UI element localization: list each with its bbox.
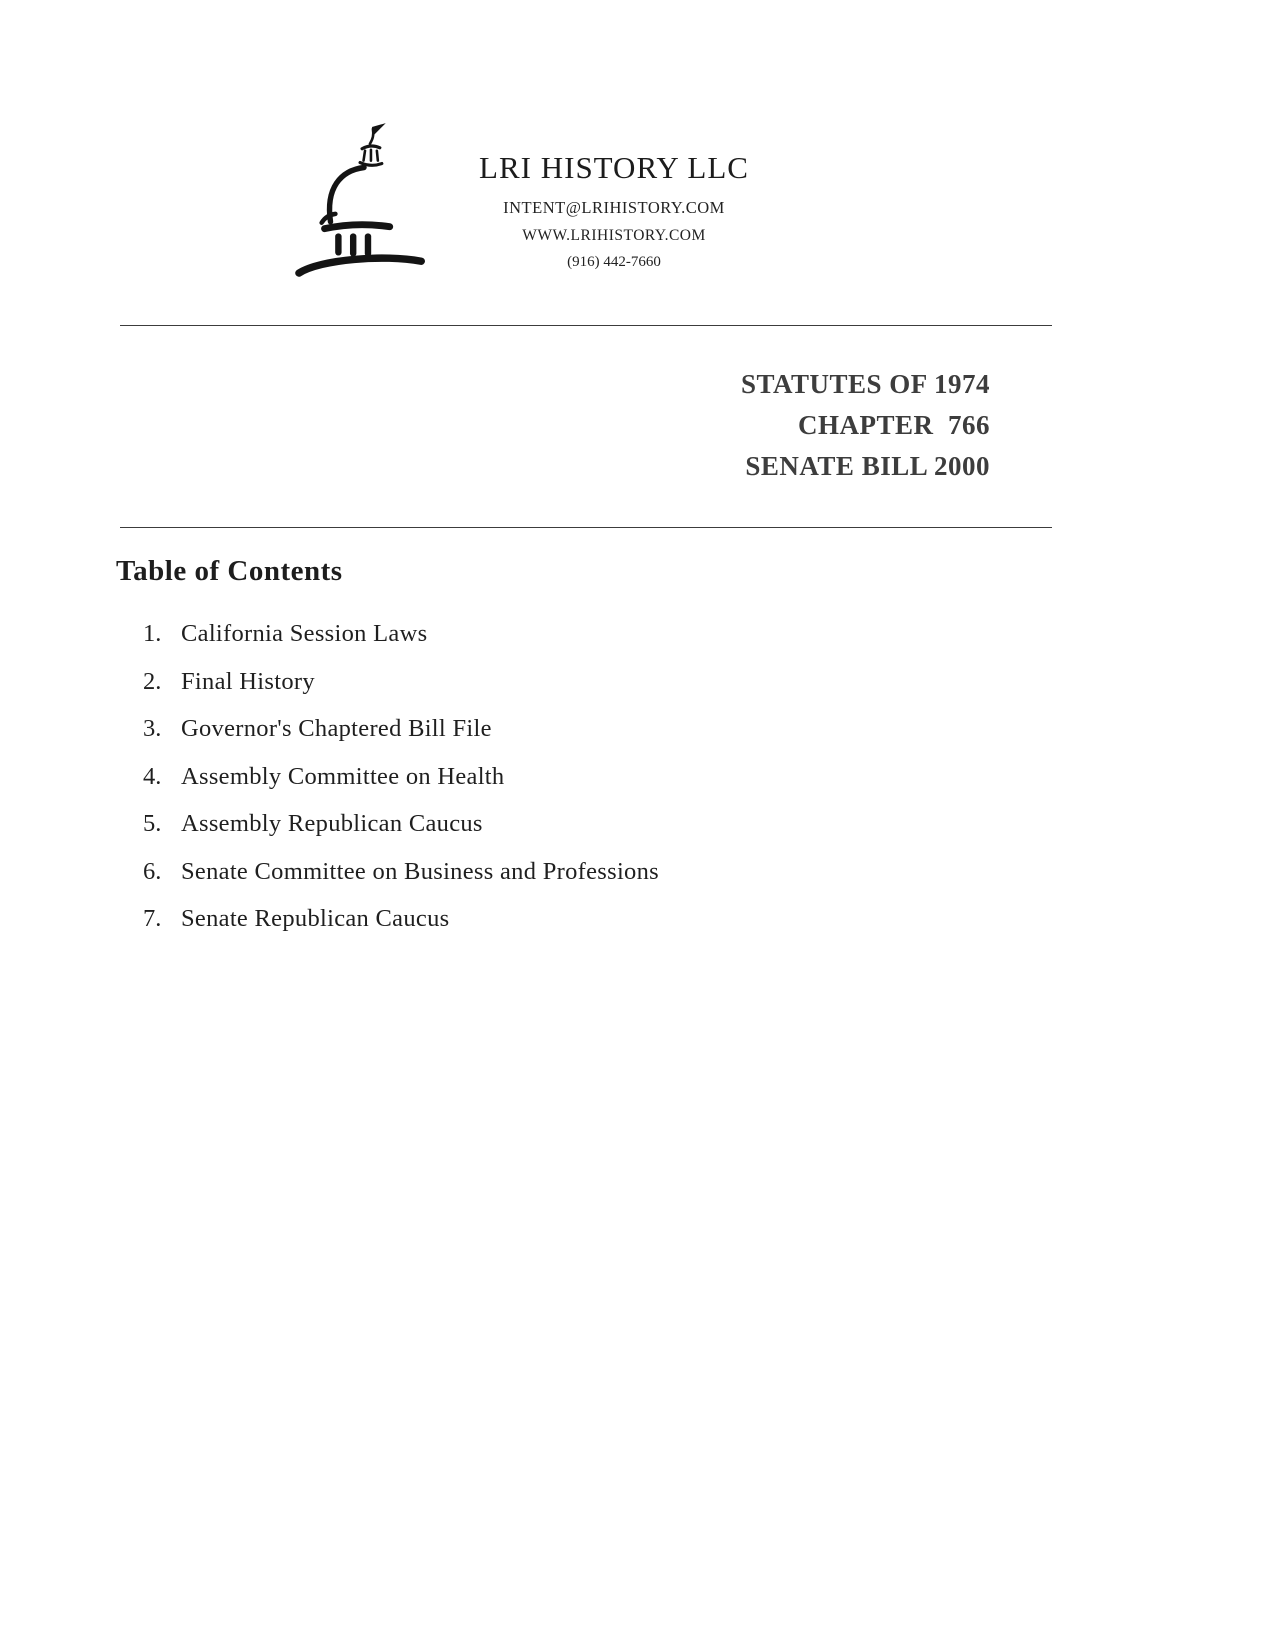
company-phone: (916) 442-7660 <box>567 254 661 270</box>
toc-heading: Table of Contents <box>116 555 343 587</box>
toc-item-label: Assembly Republican Caucus <box>181 810 483 837</box>
toc-item-number: 7. <box>143 905 162 932</box>
toc-item-label: California Session Laws <box>181 620 428 647</box>
statutes-line: STATUTES OF 1974 <box>740 369 990 399</box>
toc-item-label: Governor's Chaptered Bill File <box>181 715 492 742</box>
toc-item <box>143 668 659 716</box>
toc-item <box>143 858 659 906</box>
toc-item-label: Final History <box>181 667 315 695</box>
toc-item <box>143 715 659 763</box>
company-name: LRI HISTORY LLC <box>479 150 749 185</box>
toc-item-label: Senate Republican Caucus <box>181 905 450 932</box>
letterhead <box>293 122 749 287</box>
toc-list <box>143 620 659 953</box>
toc-item <box>143 810 659 858</box>
toc-item-number: 5. <box>143 810 162 837</box>
company-website: WWW.LRIHISTORY.COM <box>522 227 706 244</box>
toc-item <box>143 620 659 668</box>
toc-item <box>143 763 659 811</box>
toc-item-number: 4. <box>143 762 162 790</box>
company-email: INTENT@LRIHISTORY.COM <box>503 198 725 217</box>
toc-item-number: 1. <box>143 620 162 647</box>
divider-bottom <box>120 527 1052 528</box>
divider-top <box>120 325 1052 326</box>
toc-item-label: Assembly Committee on Health <box>181 762 505 790</box>
letterhead-text <box>479 122 749 271</box>
toc-item-number: 3. <box>143 715 162 742</box>
capitol-dome-logo-icon <box>293 122 441 287</box>
toc-item-label: Senate Committee on Business and Professions <box>181 857 659 885</box>
toc-item-number: 6. <box>143 857 162 885</box>
toc-item-number: 2. <box>143 667 162 695</box>
senate-bill-line: SENATE BILL 2000 <box>745 451 990 481</box>
chapter-line: CHAPTER 766 <box>797 410 990 440</box>
statutes-title-block <box>741 364 990 487</box>
toc-item <box>143 905 659 953</box>
